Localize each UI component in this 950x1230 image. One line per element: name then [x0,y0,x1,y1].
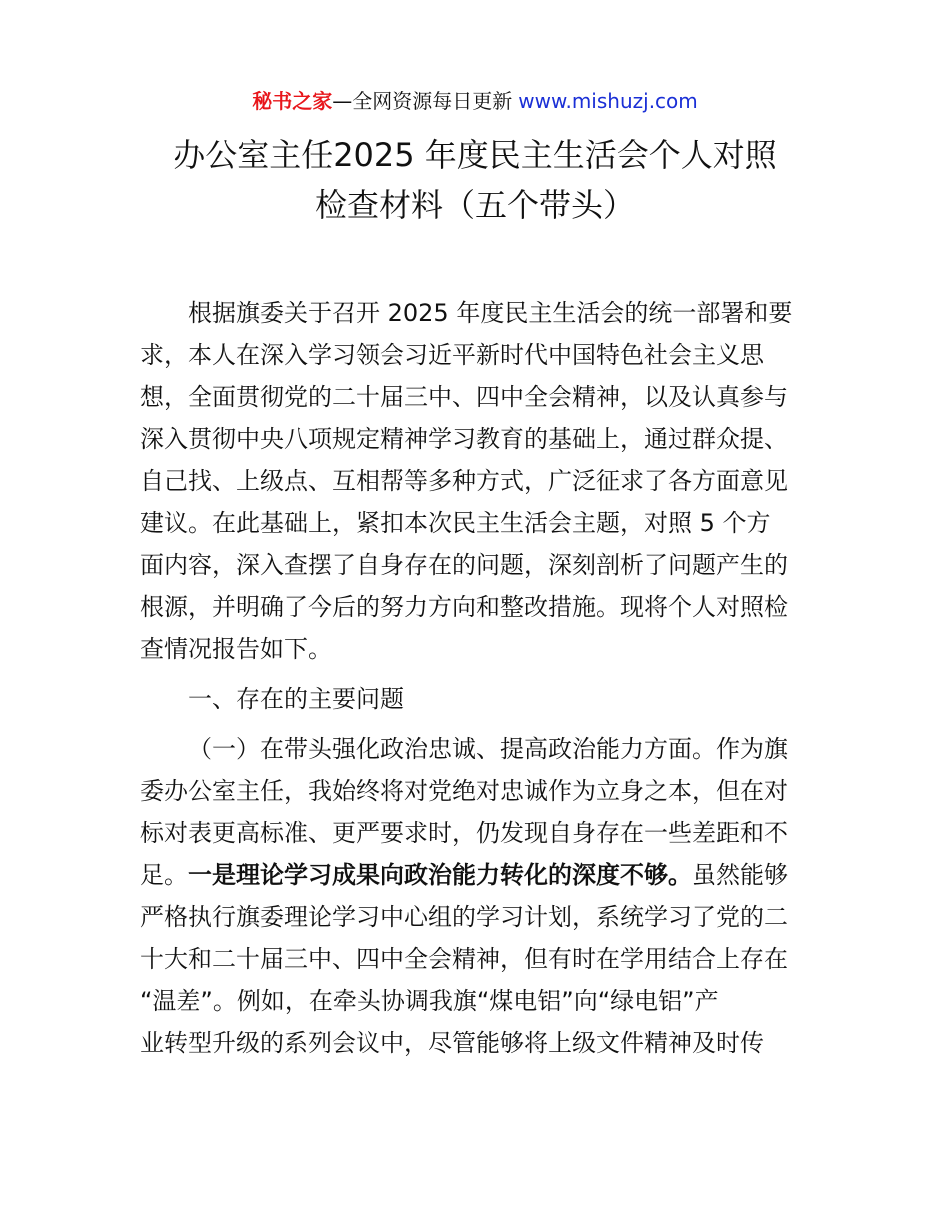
problem-paragraph [140,728,812,1064]
paragraph-line: （一）在带头强化政治忠诚、提高政治能力方面。作为旗 [188,735,788,763]
paragraph-line: 深入贯彻中央八项规定精神学习教育的基础上，通过群众提、 [140,425,788,453]
paragraph-line: 根源，并明确了今后的努力方向和整改措施。现将个人对照检 [140,593,788,621]
paragraph-line: 业转型升级的系列会议中，尽管能够将上级文件精神及时传 [140,1029,764,1057]
paragraph-line: 十大和二十届三中、四中全会精神，但有时在学用结合上存在 [140,945,788,973]
paragraph-line: 求，本人在深入学习领会习近平新时代中国特色社会主义思 [140,341,764,369]
intro-paragraph [140,292,812,670]
site-tagline: —全网资源每日更新 [332,89,513,113]
site-header [0,86,950,116]
paragraph-line: 自己找、上级点、互相帮等多种方式，广泛征求了各方面意见 [140,467,788,495]
paragraph-line: 面内容，深入查摆了自身存在的问题，深刻剖析了问题产生的 [140,551,788,579]
section-heading-block [140,678,812,720]
paragraph-line: 建议。在此基础上，紧扣本次民主生活会主题，对照 5 个方 [140,509,771,537]
paragraph-line: 想，全面贯彻党的二十届三中、四中全会精神，以及认真参与 [140,383,788,411]
bold-point-heading: 一是理论学习成果向政治能力转化的深度不够。 [188,861,692,889]
section-heading: 一、存在的主要问题 [188,685,404,713]
paragraph-line: “温差”。例如，在牵头协调我旗“煤电铝”向“绿电铝”产 [140,987,719,1015]
paragraph-line: 根据旗委关于召开 2025 年度民主生活会的统一部署和要 [188,299,793,327]
paragraph-line: 严格执行旗委理论学习中心组的学习计划，系统学习了党的二 [140,903,788,931]
document-body [140,292,812,1064]
paragraph-line: 查情况报告如下。 [140,635,332,663]
document-title [100,130,850,230]
site-url-link[interactable]: www.mishuzj.com [518,89,698,113]
title-line-1: 办公室主任2025 年度民主生活会个人对照 [173,136,777,174]
line-segment: 足。 [140,861,188,889]
paragraph-line [140,854,812,896]
title-line-2: 检查材料（五个带头） [314,186,635,224]
site-brand: 秘书之家 [252,89,333,113]
paragraph-line: 标对表更高标准、更严要求时，仍发现自身存在一些差距和不 [140,819,788,847]
line-segment: 虽然能够 [692,861,788,889]
paragraph-line: 委办公室主任，我始终将对党绝对忠诚作为立身之本，但在对 [140,777,788,805]
